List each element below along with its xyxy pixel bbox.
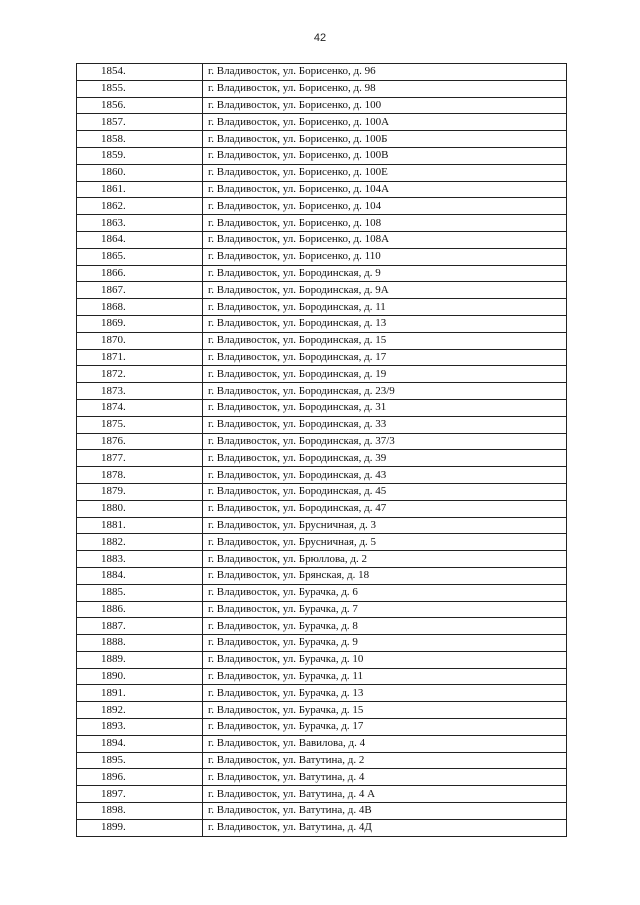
address-cell: г. Владивосток, ул. Бурачка, д. 10: [203, 651, 567, 668]
address-cell: г. Владивосток, ул. Борисенко, д. 104А: [203, 181, 567, 198]
row-number: 1895.: [77, 752, 203, 769]
address-cell: г. Владивосток, ул. Брусничная, д. 5: [203, 534, 567, 551]
table-row: [77, 181, 567, 198]
address-cell: г. Владивосток, ул. Борисенко, д. 108: [203, 215, 567, 232]
table-row: [77, 114, 567, 131]
address-cell: г. Владивосток, ул. Бородинская, д. 45: [203, 483, 567, 500]
table-row: [77, 601, 567, 618]
table-row: [77, 366, 567, 383]
table-row: [77, 685, 567, 702]
table-row: [77, 786, 567, 803]
address-cell: г. Владивосток, ул. Бурачка, д. 7: [203, 601, 567, 618]
table-row: [77, 735, 567, 752]
address-cell: г. Владивосток, ул. Ватутина, д. 4В: [203, 803, 567, 820]
row-number: 1884.: [77, 567, 203, 584]
table-row: [77, 584, 567, 601]
row-number: 1862.: [77, 198, 203, 215]
address-cell: г. Владивосток, ул. Бородинская, д. 37/3: [203, 433, 567, 450]
row-number: 1865.: [77, 248, 203, 265]
table-row: [77, 315, 567, 332]
table-row: [77, 265, 567, 282]
table-row: [77, 215, 567, 232]
address-cell: г. Владивосток, ул. Бородинская, д. 9: [203, 265, 567, 282]
address-table: [76, 63, 567, 837]
row-number: 1880.: [77, 500, 203, 517]
table-row: [77, 803, 567, 820]
row-number: 1866.: [77, 265, 203, 282]
table-row: [77, 248, 567, 265]
table-row: [77, 450, 567, 467]
row-number: 1887.: [77, 618, 203, 635]
table-row: [77, 635, 567, 652]
row-number: 1879.: [77, 483, 203, 500]
address-cell: г. Владивосток, ул. Бородинская, д. 39: [203, 450, 567, 467]
table-row: [77, 80, 567, 97]
row-number: 1871.: [77, 349, 203, 366]
row-number: 1869.: [77, 315, 203, 332]
address-cell: г. Владивосток, ул. Борисенко, д. 100Е: [203, 164, 567, 181]
row-number: 1899.: [77, 819, 203, 836]
address-cell: г. Владивосток, ул. Бородинская, д. 43: [203, 467, 567, 484]
row-number: 1875.: [77, 416, 203, 433]
table-row: [77, 752, 567, 769]
row-number: 1856.: [77, 97, 203, 114]
table-row: [77, 551, 567, 568]
table-row: [77, 332, 567, 349]
row-number: 1864.: [77, 231, 203, 248]
row-number: 1854.: [77, 64, 203, 81]
address-cell: г. Владивосток, ул. Бородинская, д. 19: [203, 366, 567, 383]
row-number: 1878.: [77, 467, 203, 484]
address-cell: г. Владивосток, ул. Бородинская, д. 31: [203, 399, 567, 416]
row-number: 1890.: [77, 668, 203, 685]
address-cell: г. Владивосток, ул. Бурачка, д. 9: [203, 635, 567, 652]
address-cell: г. Владивосток, ул. Борисенко, д. 108А: [203, 231, 567, 248]
table-row: [77, 97, 567, 114]
row-number: 1857.: [77, 114, 203, 131]
table-row: [77, 433, 567, 450]
table-row: [77, 399, 567, 416]
address-cell: г. Владивосток, ул. Борисенко, д. 100: [203, 97, 567, 114]
table-row: [77, 534, 567, 551]
table-row: [77, 668, 567, 685]
table-row: [77, 349, 567, 366]
row-number: 1893.: [77, 719, 203, 736]
address-table-body: [77, 64, 567, 837]
row-number: 1877.: [77, 450, 203, 467]
row-number: 1894.: [77, 735, 203, 752]
row-number: 1868.: [77, 299, 203, 316]
table-row: [77, 164, 567, 181]
address-cell: г. Владивосток, ул. Брусничная, д. 3: [203, 517, 567, 534]
row-number: 1898.: [77, 803, 203, 820]
row-number: 1870.: [77, 332, 203, 349]
address-cell: г. Владивосток, ул. Бурачка, д. 17: [203, 719, 567, 736]
address-cell: г. Владивосток, ул. Бородинская, д. 13: [203, 315, 567, 332]
row-number: 1872.: [77, 366, 203, 383]
row-number: 1886.: [77, 601, 203, 618]
table-row: [77, 131, 567, 148]
address-cell: г. Владивосток, ул. Бородинская, д. 9А: [203, 282, 567, 299]
table-row: [77, 517, 567, 534]
table-row: [77, 147, 567, 164]
row-number: 1874.: [77, 399, 203, 416]
row-number: 1892.: [77, 702, 203, 719]
table-row: [77, 483, 567, 500]
address-cell: г. Владивосток, ул. Бородинская, д. 11: [203, 299, 567, 316]
row-number: 1888.: [77, 635, 203, 652]
row-number: 1873.: [77, 383, 203, 400]
address-cell: г. Владивосток, ул. Бородинская, д. 17: [203, 349, 567, 366]
table-row: [77, 198, 567, 215]
address-cell: г. Владивосток, ул. Борисенко, д. 104: [203, 198, 567, 215]
address-cell: г. Владивосток, ул. Борисенко, д. 100Б: [203, 131, 567, 148]
address-cell: г. Владивосток, ул. Борисенко, д. 96: [203, 64, 567, 81]
table-row: [77, 282, 567, 299]
address-cell: г. Владивосток, ул. Борисенко, д. 100А: [203, 114, 567, 131]
address-cell: г. Владивосток, ул. Бородинская, д. 47: [203, 500, 567, 517]
row-number: 1881.: [77, 517, 203, 534]
row-number: 1891.: [77, 685, 203, 702]
address-cell: г. Владивосток, ул. Ватутина, д. 4 А: [203, 786, 567, 803]
address-cell: г. Владивосток, ул. Ватутина, д. 2: [203, 752, 567, 769]
address-cell: г. Владивосток, ул. Борисенко, д. 98: [203, 80, 567, 97]
row-number: 1861.: [77, 181, 203, 198]
address-cell: г. Владивосток, ул. Бородинская, д. 33: [203, 416, 567, 433]
address-cell: г. Владивосток, ул. Брянская, д. 18: [203, 567, 567, 584]
address-cell: г. Владивосток, ул. Борисенко, д. 110: [203, 248, 567, 265]
row-number: 1876.: [77, 433, 203, 450]
row-number: 1885.: [77, 584, 203, 601]
table-row: [77, 769, 567, 786]
address-cell: г. Владивосток, ул. Брюллова, д. 2: [203, 551, 567, 568]
address-cell: г. Владивосток, ул. Бурачка, д. 15: [203, 702, 567, 719]
row-number: 1859.: [77, 147, 203, 164]
address-cell: г. Владивосток, ул. Бородинская, д. 23/9: [203, 383, 567, 400]
address-cell: г. Владивосток, ул. Бородинская, д. 15: [203, 332, 567, 349]
row-number: 1858.: [77, 131, 203, 148]
row-number: 1882.: [77, 534, 203, 551]
row-number: 1855.: [77, 80, 203, 97]
table-row: [77, 383, 567, 400]
table-row: [77, 819, 567, 836]
table-row: [77, 702, 567, 719]
address-cell: г. Владивосток, ул. Бурачка, д. 13: [203, 685, 567, 702]
table-row: [77, 651, 567, 668]
row-number: 1867.: [77, 282, 203, 299]
row-number: 1863.: [77, 215, 203, 232]
row-number: 1889.: [77, 651, 203, 668]
address-cell: г. Владивосток, ул. Вавилова, д. 4: [203, 735, 567, 752]
table-row: [77, 299, 567, 316]
table-row: [77, 231, 567, 248]
address-cell: г. Владивосток, ул. Бурачка, д. 8: [203, 618, 567, 635]
address-cell: г. Владивосток, ул. Ватутина, д. 4: [203, 769, 567, 786]
table-row: [77, 416, 567, 433]
table-row: [77, 618, 567, 635]
table-row: [77, 64, 567, 81]
table-row: [77, 719, 567, 736]
row-number: 1897.: [77, 786, 203, 803]
row-number: 1860.: [77, 164, 203, 181]
address-cell: г. Владивосток, ул. Бурачка, д. 11: [203, 668, 567, 685]
address-cell: г. Владивосток, ул. Ватутина, д. 4Д: [203, 819, 567, 836]
row-number: 1896.: [77, 769, 203, 786]
table-row: [77, 500, 567, 517]
address-cell: г. Владивосток, ул. Бурачка, д. 6: [203, 584, 567, 601]
row-number: 1883.: [77, 551, 203, 568]
page-number: 42: [313, 32, 327, 44]
table-row: [77, 567, 567, 584]
table-row: [77, 467, 567, 484]
address-cell: г. Владивосток, ул. Борисенко, д. 100В: [203, 147, 567, 164]
